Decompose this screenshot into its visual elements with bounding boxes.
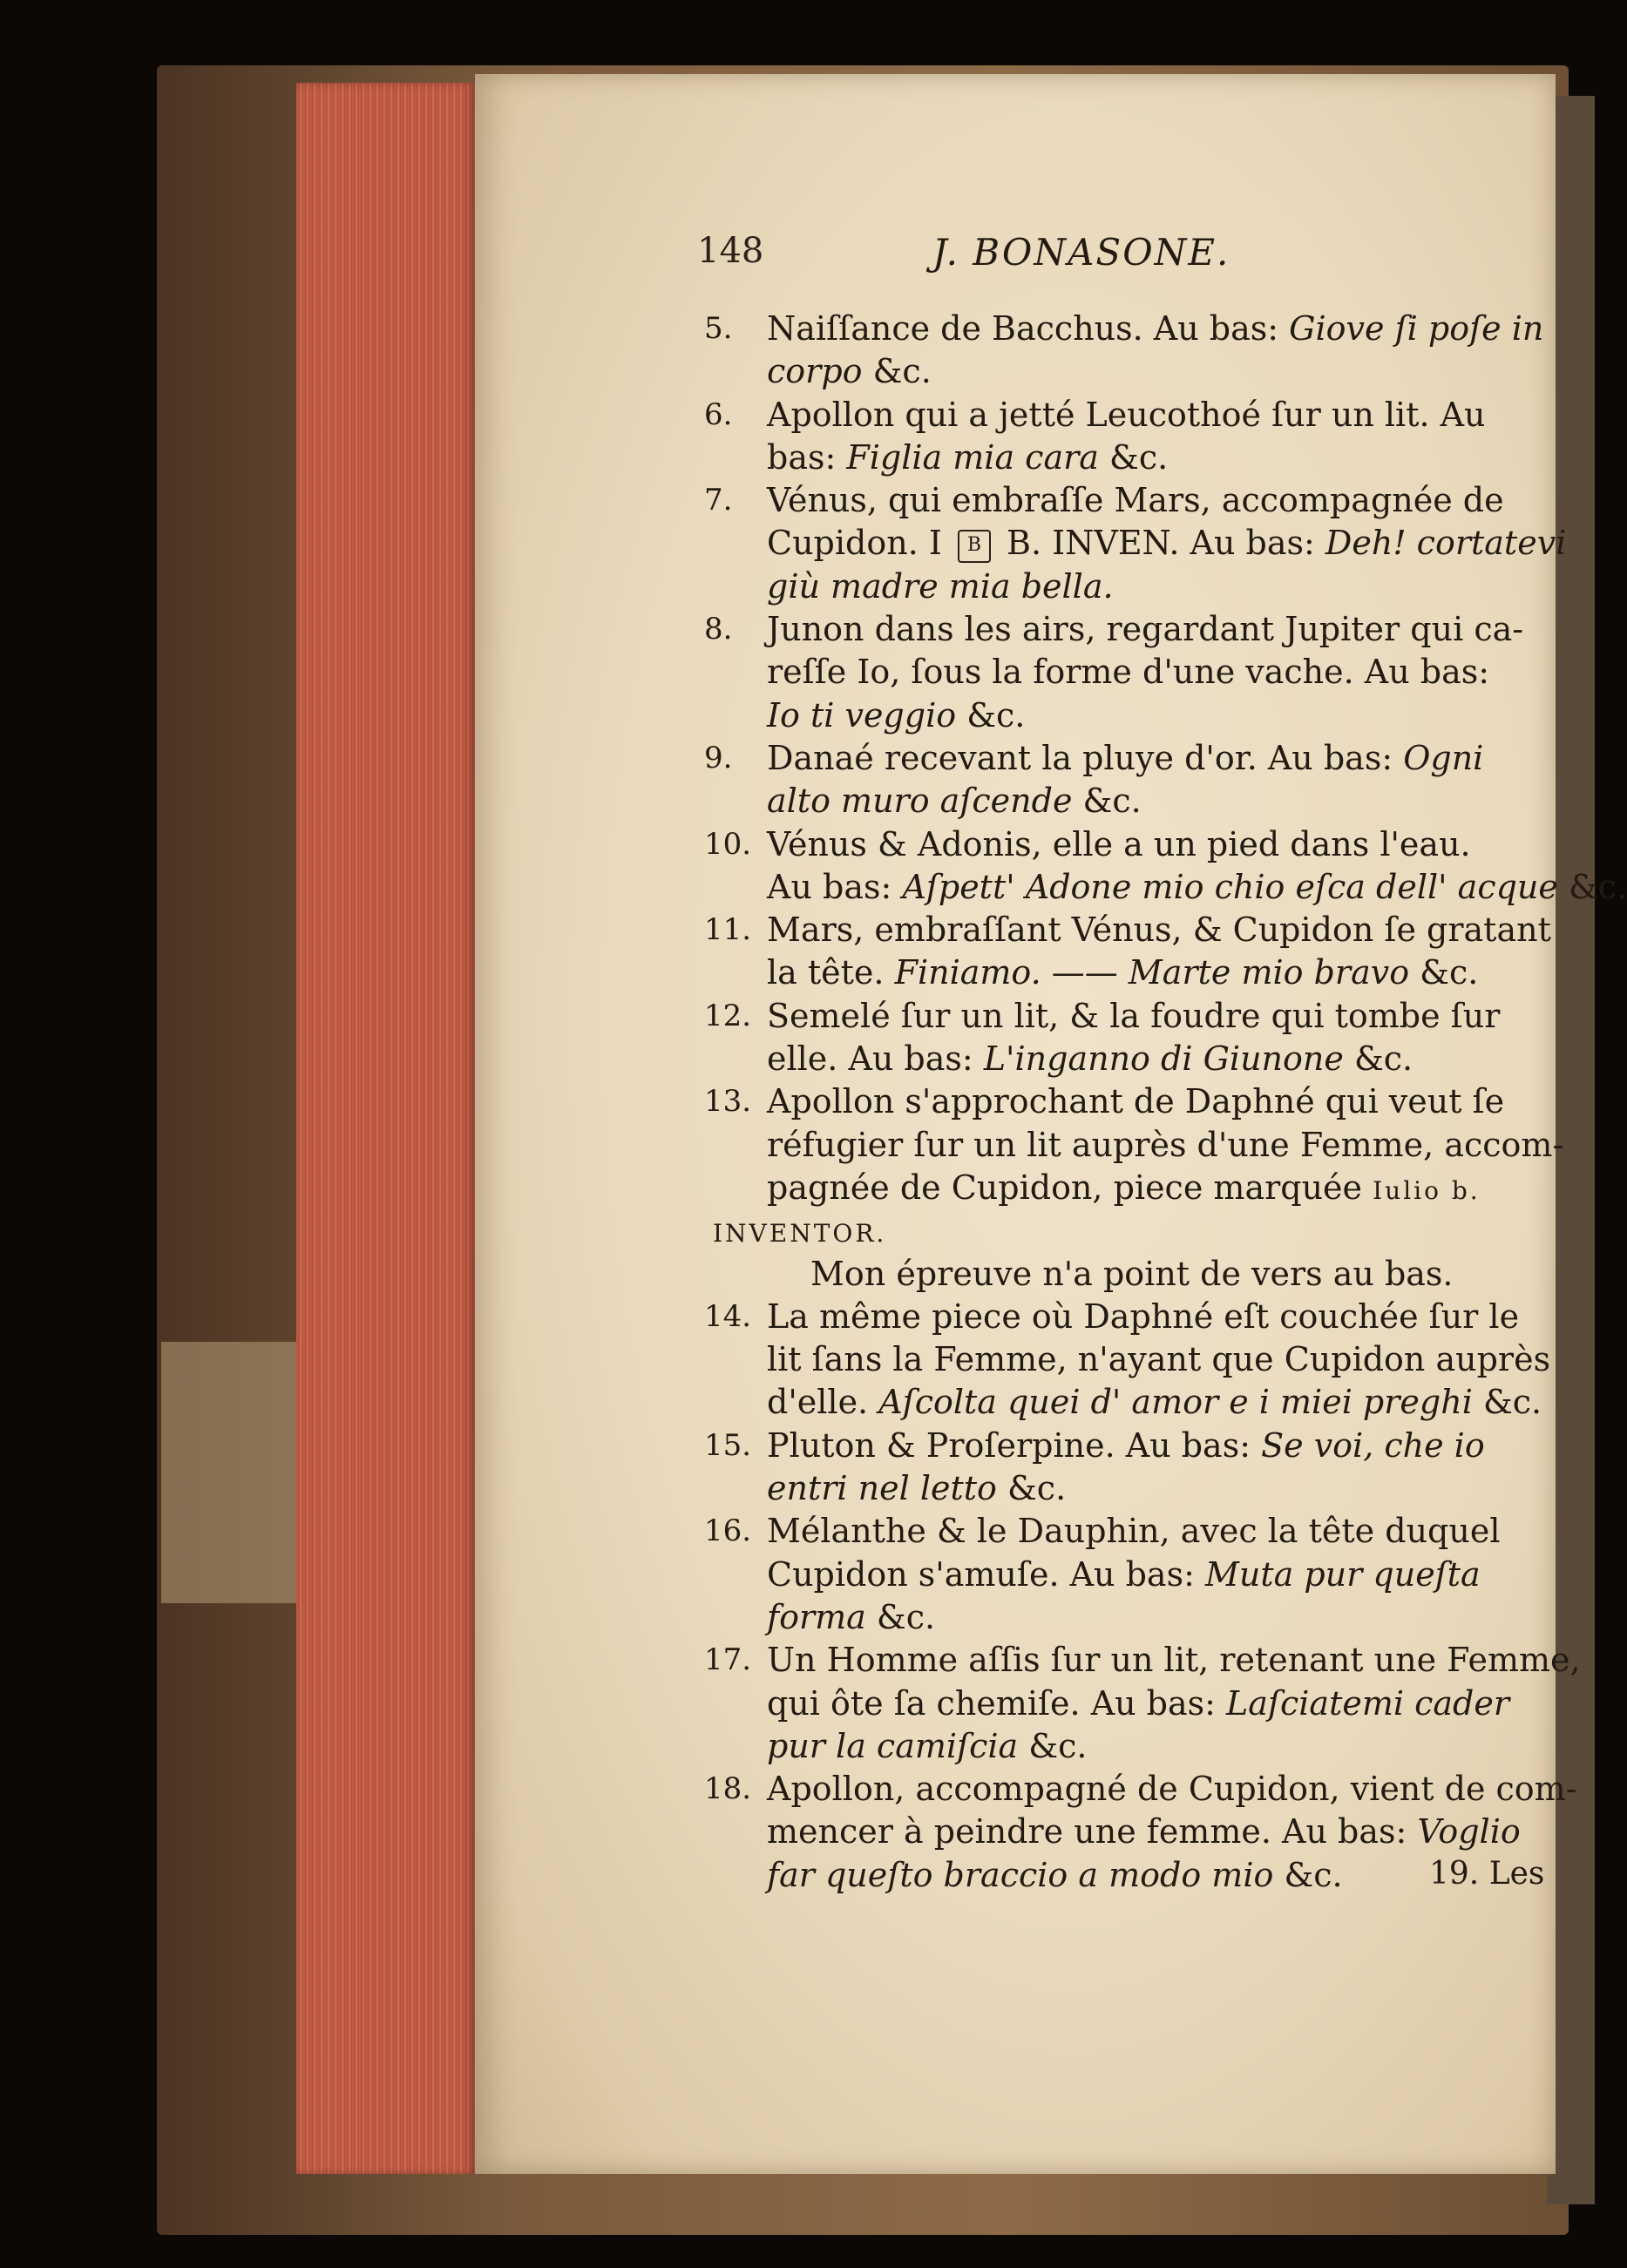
catchword: 19. Les xyxy=(1429,1856,1545,1892)
text-run: INVENTOR. xyxy=(713,1219,887,1249)
entry-number: 9. xyxy=(704,741,733,775)
text-run: Marte mio bravo xyxy=(1128,953,1410,992)
text-run: Semelé ſur un lit, & la foudre qui tombe ſur xyxy=(767,996,1501,1035)
entry-number: 16. xyxy=(704,1513,752,1549)
entry-number: 6. xyxy=(704,396,733,432)
text-run: &c. xyxy=(1557,867,1627,906)
entry-line xyxy=(767,1297,1519,1336)
entry-line xyxy=(767,1168,1481,1207)
entry-line xyxy=(713,1211,886,1249)
text-run: Voglio xyxy=(1417,1812,1521,1852)
entry-line xyxy=(767,1770,1577,1808)
entry-number: 18. xyxy=(704,1771,752,1807)
text-run: Mélanthe & le Dauphin, avec la tête duquel xyxy=(767,1512,1501,1551)
entry-number: 12. xyxy=(704,998,752,1033)
text-run: pagnée de Cupidon, piece marquée xyxy=(767,1168,1373,1207)
text-run: Laſciatemi cader xyxy=(1226,1683,1510,1723)
text-run: Mon épreuve n'a point de vers au bas. xyxy=(810,1254,1454,1293)
text-run: &c. xyxy=(1472,1383,1542,1422)
text-run: Au bas: xyxy=(767,867,903,906)
text-run: La même piece où Daphné eſt couchée ſur le xyxy=(767,1296,1520,1336)
text-run: reſſe Io, ſous la forme d'une vache. Au bas: xyxy=(767,653,1490,692)
text-run: Deh! cortatevi xyxy=(1325,524,1567,563)
text-run: Naiſſance de Bacchus. Au bas: xyxy=(767,309,1290,348)
text-run: Aſpett' Adone mio chio eſca dell' acque xyxy=(902,867,1558,906)
text-run: lit ſans la Femme, n'ayant que Cupidon auprès xyxy=(767,1340,1551,1379)
text-run: Pluton & Proſerpine. Au bas: xyxy=(767,1425,1262,1465)
text-run: Mars, embraſſant Vénus, & Cupidon ſe gratant xyxy=(767,911,1551,950)
text-run: corpo xyxy=(767,352,863,391)
text-run: Junon dans les airs, regardant Jupiter qui ca- xyxy=(767,610,1524,649)
monogram-mark: B xyxy=(958,530,991,563)
running-head: J. BONASONE. xyxy=(932,231,1230,274)
entry-line xyxy=(767,610,1523,648)
text-run: Danaé recevant la pluye d'or. Au bas: xyxy=(767,739,1404,777)
entry-line xyxy=(767,911,1551,949)
cover-worn-patch xyxy=(161,1342,309,1603)
text-run: mencer à peindre une femme. Au bas: xyxy=(767,1812,1418,1852)
text-run: qui ôte ſa chemiſe. Au bas: xyxy=(767,1683,1227,1723)
text-run: Apollon, accompagné de Cupidon, vient de com- xyxy=(767,1770,1577,1809)
entry-line xyxy=(767,1039,1413,1078)
text-run: Cupidon s'amuſe. Au bas: xyxy=(767,1554,1205,1594)
text-run: Apollon s'approchant de Daphné qui veut ſe xyxy=(767,1082,1505,1121)
text-run: la tête. xyxy=(767,953,895,992)
text-run: far queſto braccio a modo mio xyxy=(767,1855,1274,1894)
entry-line xyxy=(767,868,1627,906)
text-run: Figlia mia cara xyxy=(846,437,1099,477)
text-run: Vénus, qui embraſſe Mars, accompagnée de xyxy=(767,481,1504,520)
text-run: pur la camiſcia xyxy=(767,1726,1019,1765)
text-run: réfugier ſur un lit auprès d'une Femme, accom- xyxy=(767,1125,1564,1164)
text-run: d'elle. xyxy=(767,1383,879,1422)
text-run: L'inganno di Giunone xyxy=(983,1039,1344,1079)
text-run: &c. xyxy=(862,352,932,391)
text-run: &c. xyxy=(996,1469,1067,1508)
entry-line xyxy=(767,352,932,390)
entry-line xyxy=(767,524,1566,563)
entry-number: 8. xyxy=(704,612,733,647)
entry-line xyxy=(767,1426,1485,1465)
text-run: Se voi, che io xyxy=(1261,1425,1485,1465)
text-run: elle. Au bas: xyxy=(767,1039,984,1079)
entry-number: 5. xyxy=(704,311,733,346)
text-run: Un Homme aſſis ſur un lit, retenant une Femme, xyxy=(767,1641,1581,1680)
text-run: forma xyxy=(767,1597,866,1636)
entry-number: 14. xyxy=(704,1298,752,1334)
text-run: alto muro aſcende xyxy=(767,782,1073,821)
text-run: &c. xyxy=(1018,1726,1088,1765)
entry-number: 13. xyxy=(704,1084,752,1120)
entry-line xyxy=(767,1512,1501,1550)
entry-line xyxy=(767,997,1500,1035)
entry-line xyxy=(767,1383,1542,1421)
entry-line xyxy=(767,953,1478,992)
text-run: bas: xyxy=(767,437,847,477)
text-run: Muta pur queſta xyxy=(1204,1554,1481,1594)
text-run: Aſcolta quei d' amor e i miei preghi xyxy=(878,1383,1473,1422)
text-run: B. INVEN. Au bas: xyxy=(995,524,1325,563)
entry-line xyxy=(767,1684,1509,1723)
entry-line xyxy=(767,309,1543,348)
text-run: entri nel letto xyxy=(767,1469,997,1508)
page-number: 148 xyxy=(697,231,764,271)
entry-number: 11. xyxy=(704,912,752,948)
entry-line xyxy=(767,825,1471,863)
entry-line xyxy=(767,739,1483,777)
text-run: &c. xyxy=(1098,437,1169,477)
text-run: &c. xyxy=(1072,782,1142,821)
entry-line xyxy=(767,438,1168,477)
entry-line xyxy=(810,1255,1454,1293)
text-run: Iulio b. xyxy=(1373,1175,1481,1205)
text-run: giù madre mia bella. xyxy=(767,566,1114,606)
entry-number: 15. xyxy=(704,1427,752,1463)
page-edges-red xyxy=(296,83,475,2174)
entry-line xyxy=(767,567,1114,606)
entry-line xyxy=(767,1812,1521,1851)
page-header xyxy=(697,231,1298,283)
text-run: Io ti veggio xyxy=(767,695,957,735)
entry-number: 10. xyxy=(704,826,752,862)
text-run: &c. xyxy=(1273,1855,1343,1894)
entry-line xyxy=(767,1598,935,1636)
text-run: &c. xyxy=(1343,1039,1413,1079)
entry-line xyxy=(767,1641,1581,1679)
text-run: Cupidon. I xyxy=(767,524,952,563)
text-run: Giove ſi poſe in xyxy=(1289,309,1544,348)
entry-line xyxy=(767,1469,1066,1507)
entry-line xyxy=(767,481,1504,519)
entry-line xyxy=(767,1555,1481,1594)
entry-line xyxy=(767,1727,1087,1765)
entry-line xyxy=(767,1126,1563,1164)
entry-line xyxy=(767,1082,1504,1120)
text-run: Ogni xyxy=(1403,739,1484,777)
entry-number: 17. xyxy=(704,1642,752,1678)
text-run: &c. xyxy=(1409,953,1479,992)
text-run: Finiamo. xyxy=(894,953,1041,992)
entry-line xyxy=(767,396,1486,434)
entry-number: 7. xyxy=(704,483,733,518)
entry-line xyxy=(767,1340,1550,1378)
entry-line xyxy=(767,696,1025,735)
text-run: &c. xyxy=(865,1597,936,1636)
text-run: &c. xyxy=(956,695,1026,735)
entry-line xyxy=(767,782,1142,820)
entry-line xyxy=(767,653,1489,691)
text-run: Apollon qui a jetté Leucothoé ſur un lit. Au xyxy=(767,395,1486,434)
text-run: Vénus & Adonis, elle a un pied dans l'eau. xyxy=(767,824,1471,863)
text-run: —— xyxy=(1041,953,1129,992)
entry-line xyxy=(767,1856,1343,1894)
